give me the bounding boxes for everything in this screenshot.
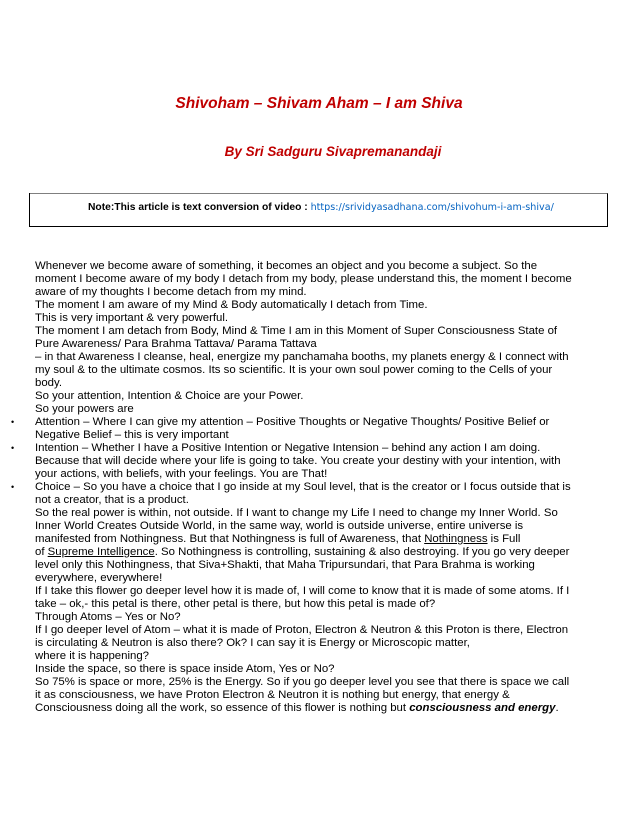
body-line: Inside the space, so there is space inside Atom, Yes or No?	[35, 663, 335, 675]
body-line: Pure Awareness/ Para Brahma Tattava/ Parama Tattava	[35, 338, 317, 350]
body-line: level only this Nothingness, that Siva+Shakti, that Maha Tripursundari, that Para Brahma is working	[35, 559, 535, 571]
body-line	[35, 546, 613, 559]
article-body	[11, 260, 613, 715]
list-item	[11, 481, 613, 507]
text-run: of	[35, 546, 48, 558]
text-run: is Full	[487, 533, 521, 545]
body-line: The moment I am detach from Body, Mind & Time I am in this Moment of Super Consciousness State of	[35, 325, 558, 337]
body-line: Whenever we become aware of something, it becomes an object and you become a subject. So the	[35, 260, 538, 272]
body-line: Intention – Whether I have a Positive Intention or Negative Intension – behind any action I am doing.	[35, 442, 541, 454]
body-line: Choice – So you have a choice that I go inside at my Soul level, that is the creator or I focus outside that is	[35, 481, 571, 493]
body-line: Attention – Where I can give my attention – Positive Thoughts or Negative Thoughts/ Positive Belief or	[35, 416, 550, 428]
bullet-icon: •	[11, 482, 15, 492]
body-line: So the real power is within, not outside. If I want to change my Life I need to change my Inner World. So	[35, 507, 558, 519]
body-line: take – ok,- this petal is there, other petal is there, but how this petal is made of?	[35, 598, 436, 610]
body-line: my soul & to the ultimate cosmos. Its so scientific. It is your own soul power coming to the Cells of your	[35, 364, 553, 376]
body-line: is circulating & Neutron is also there? Ok? I can say it is Energy or Microscopic matter,	[35, 637, 470, 649]
body-line: aware of my thoughts I become detach from my mind.	[35, 286, 307, 298]
body-line: So 75% is space or more, 25% is the Energy. So if you go deeper level you see that there is space we call	[35, 676, 570, 688]
note-label: Note:This article is text conversion of video :	[88, 202, 311, 213]
body-line: Because that will decide where your life is going to take. You create your destiny with your intention, with	[35, 455, 561, 467]
text-run: .	[555, 702, 559, 714]
body-line: So your attention, Intention & Choice are your Power.	[35, 390, 304, 402]
body-line: – in that Awareness I cleanse, heal, energize my panchamaha booths, my planets energy & I connect with	[35, 351, 569, 363]
body-line	[35, 702, 613, 715]
list-item	[11, 442, 613, 481]
body-line: everywhere, everywhere!	[35, 572, 163, 584]
list-item	[11, 416, 613, 442]
body-line	[35, 533, 613, 546]
body-line: The moment I am aware of my Mind & Body automatically I detach from Time.	[35, 299, 428, 311]
page-title: Shivoham – Shivam Aham – I am Shiva	[175, 95, 463, 112]
note-link[interactable]: https://srividyasadhana.com/shivohum-i-am-shiva/	[310, 202, 554, 213]
bullet-icon: •	[11, 443, 15, 453]
body-line: Through Atoms – Yes or No?	[35, 611, 181, 623]
body-line: your actions, with beliefs, with your feelings. You are That!	[35, 468, 328, 480]
body-line: If I go deeper level of Atom – what it is made of Proton, Electron & Neutron & this Proton is there, Electron	[35, 624, 569, 636]
author-line: By Sri Sadguru Sivapremanandaji	[224, 144, 442, 159]
body-line: So your powers are	[35, 403, 134, 415]
body-line: moment I become aware of my body I detach from my body, please understand this, the moment I become	[35, 273, 572, 285]
body-line: it as consciousness, we have Proton Electron & Neutron it is nothing but energy, that energy &	[35, 689, 510, 701]
body-line: where it is happening?	[35, 650, 149, 662]
body-line: This is very important & very powerful.	[35, 312, 229, 324]
text-run: Consciousness doing all the work, so essence of this flower is nothing but	[35, 702, 410, 714]
text-run: manifested from Nothingness. But that Nothingness is full of Awareness, that	[35, 533, 425, 545]
body-line: body.	[35, 377, 63, 389]
emphasis-text: consciousness and energy	[409, 702, 556, 714]
body-line: Inner World Creates Outside World, in the same way, world is outside universe, entire universe is	[35, 520, 524, 532]
supreme-intelligence-link[interactable]: Supreme Intelligence	[47, 546, 155, 558]
body-line: not a creator, that is a product.	[35, 494, 189, 506]
bullet-icon: •	[11, 417, 15, 427]
nothingness-link[interactable]: Nothingness	[424, 533, 488, 545]
body-line: If I take this flower go deeper level how it is made of, I will come to know that it is made of some atoms. If I	[35, 585, 570, 597]
text-run: . So Nothingness is controlling, sustaining & also destroying. If you go very deeper	[154, 546, 570, 558]
note-text	[88, 202, 554, 213]
body-line: Negative Belief – this is very important	[35, 429, 229, 441]
